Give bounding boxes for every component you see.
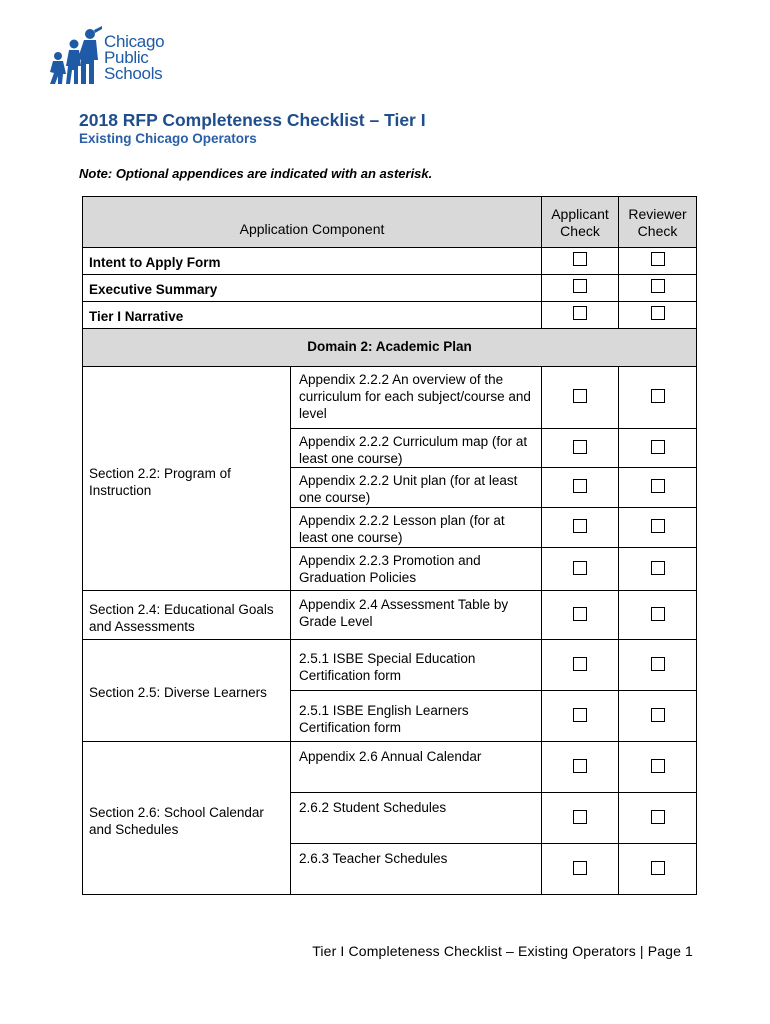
- section-label: Section 2.4: Educational Goals and Assessments: [83, 591, 291, 640]
- reviewer-checkbox[interactable]: [651, 810, 665, 824]
- item-label: Appendix 2.2.2 Curriculum map (for at least one course): [291, 429, 542, 468]
- section-label: Section 2.2: Program of Instruction: [83, 367, 291, 591]
- applicant-checkbox[interactable]: [573, 279, 587, 293]
- row-label: Executive Summary: [83, 275, 542, 302]
- applicant-checkbox[interactable]: [573, 519, 587, 533]
- completeness-checklist-table: [82, 196, 697, 895]
- document-title: 2018 RFP Completeness Checklist – Tier I: [79, 110, 426, 130]
- cps-logo: [44, 26, 184, 88]
- document-subtitle: Existing Chicago Operators: [79, 131, 257, 146]
- table-row: [83, 275, 697, 302]
- applicant-checkbox[interactable]: [573, 389, 587, 403]
- row-label: Intent to Apply Form: [83, 248, 542, 275]
- header-application-component: Application Component: [83, 197, 542, 248]
- reviewer-checkbox[interactable]: [651, 607, 665, 621]
- section-label: Section 2.6: School Calendar and Schedules: [83, 742, 291, 895]
- reviewer-checkbox[interactable]: [651, 519, 665, 533]
- applicant-checkbox[interactable]: [573, 759, 587, 773]
- applicant-checkbox[interactable]: [573, 561, 587, 575]
- applicant-checkbox[interactable]: [573, 306, 587, 320]
- header-applicant-check: Applicant Check: [542, 197, 619, 248]
- reviewer-checkbox[interactable]: [651, 861, 665, 875]
- item-label: 2.6.2 Student Schedules: [291, 793, 542, 844]
- item-label: 2.5.1 ISBE English Learners Certification form: [291, 691, 542, 742]
- table-row: [83, 640, 697, 691]
- applicant-checkbox[interactable]: [573, 440, 587, 454]
- applicant-checkbox[interactable]: [573, 861, 587, 875]
- applicant-checkbox[interactable]: [573, 252, 587, 266]
- applicant-checkbox[interactable]: [573, 607, 587, 621]
- page-footer: Tier I Completeness Checklist – Existing Operators | Page 1: [312, 943, 693, 959]
- table-row: [83, 591, 697, 640]
- students-figure-icon: [44, 26, 104, 88]
- table-row: [83, 367, 697, 429]
- table-row: [83, 302, 697, 329]
- item-label: Appendix 2.2.3 Promotion and Graduation Policies: [291, 548, 542, 591]
- item-label: Appendix 2.4 Assessment Table by Grade Level: [291, 591, 542, 640]
- logo-wordmark: Chicago Public Schools: [104, 32, 165, 83]
- applicant-checkbox[interactable]: [573, 479, 587, 493]
- item-label: Appendix 2.2.2 Lesson plan (for at least one course): [291, 508, 542, 548]
- reviewer-checkbox[interactable]: [651, 708, 665, 722]
- optional-appendices-note: Note: Optional appendices are indicated with an asterisk.: [79, 166, 433, 181]
- domain-header: Domain 2: Academic Plan: [83, 329, 697, 367]
- reviewer-checkbox[interactable]: [651, 306, 665, 320]
- header-reviewer-check: Reviewer Check: [619, 197, 697, 248]
- item-label: Appendix 2.2.2 Unit plan (for at least one course): [291, 468, 542, 508]
- reviewer-checkbox[interactable]: [651, 279, 665, 293]
- table-row: [83, 248, 697, 275]
- reviewer-checkbox[interactable]: [651, 389, 665, 403]
- item-label: 2.6.3 Teacher Schedules: [291, 844, 542, 895]
- section-label: Section 2.5: Diverse Learners: [83, 640, 291, 742]
- reviewer-checkbox[interactable]: [651, 561, 665, 575]
- reviewer-checkbox[interactable]: [651, 759, 665, 773]
- applicant-checkbox[interactable]: [573, 810, 587, 824]
- applicant-checkbox[interactable]: [573, 708, 587, 722]
- reviewer-checkbox[interactable]: [651, 440, 665, 454]
- item-label: Appendix 2.2.2 An overview of the curriculum for each subject/course and level: [291, 367, 542, 429]
- reviewer-checkbox[interactable]: [651, 252, 665, 266]
- reviewer-checkbox[interactable]: [651, 657, 665, 671]
- reviewer-checkbox[interactable]: [651, 479, 665, 493]
- item-label: Appendix 2.6 Annual Calendar: [291, 742, 542, 793]
- table-row: [83, 742, 697, 793]
- item-label: 2.5.1 ISBE Special Education Certification form: [291, 640, 542, 691]
- applicant-checkbox[interactable]: [573, 657, 587, 671]
- row-label: Tier I Narrative: [83, 302, 542, 329]
